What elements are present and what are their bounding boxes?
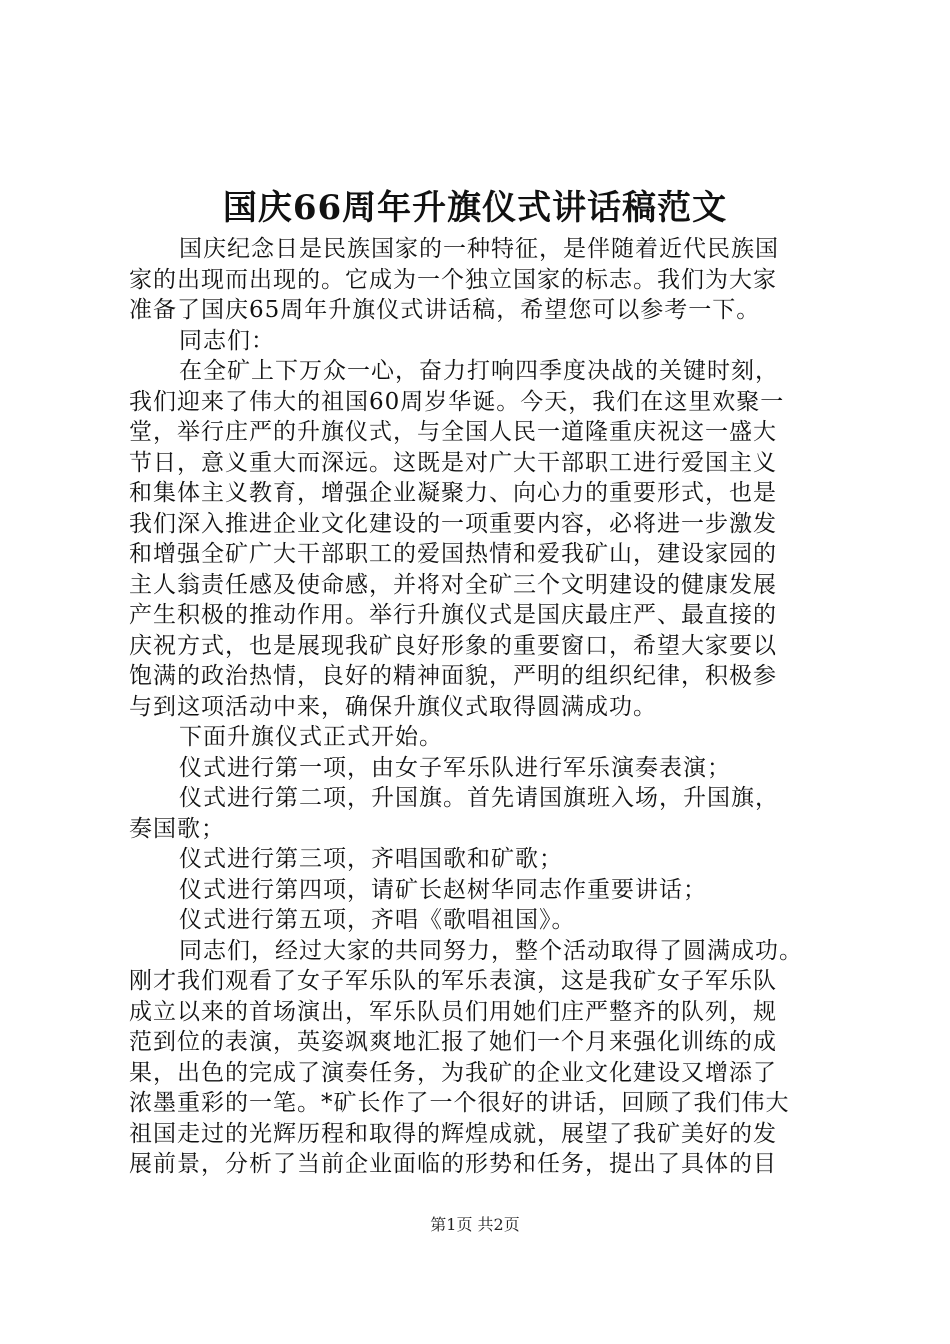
text-line: 我们深入推进企业文化建设的一项重要内容，必将进一步激发	[129, 510, 777, 537]
text-line: 国庆纪念日是民族国家的一种特征，是伴随着近代民族国	[179, 236, 779, 262]
text-line: 果，出色的完成了演奏任务，为我矿的企业文化建设又增添了	[129, 1059, 777, 1086]
text-line: 仪式进行第五项，齐唱《歌唱祖国》。	[179, 907, 576, 933]
text-line: 成立以来的首场演出，军乐队员们用她们庄严整齐的队列，规	[129, 998, 777, 1025]
text-line: 在全矿上下万众一心，奋力打响四季度决战的关键时刻，	[179, 358, 779, 384]
text-line: 准备了国庆65周年升旗仪式讲话稿，希望您可以参考一下。	[129, 297, 761, 323]
text-line: 家的出现而出现的。它成为一个独立国家的标志。我们为大家	[129, 266, 777, 293]
text-line: 仪式进行第二项，升国旗。首先请国旗班入场，升国旗，	[179, 785, 779, 811]
text-line: 奏国歌；	[129, 815, 225, 842]
document-body	[129, 234, 829, 1180]
text-line: 我们迎来了伟大的祖国60周岁华诞。今天，我们在这里欢聚一	[129, 388, 785, 415]
text-line: 主人翁责任感及使命感，并将对全矿三个文明建设的健康发展	[129, 571, 777, 598]
text-line: 庆祝方式，也是展现我矿良好形象的重要窗口，希望大家要以	[129, 632, 777, 659]
document-title: 国庆66周年升旗仪式讲话稿范文	[222, 188, 728, 228]
text-line: 饱满的政治热情，良好的精神面貌，严明的组织纪律，积极参	[129, 663, 777, 689]
text-line: 产生积极的推动作用。举行升旗仪式是国庆最庄严、最直接的	[129, 602, 777, 628]
text-line: 祖国走过的光辉历程和取得的辉煌成就，展望了我矿美好的发	[129, 1120, 777, 1147]
text-line: 仪式进行第一项，由女子军乐队进行军乐演奏表演；	[179, 754, 731, 781]
page-footer: 第1页 共2页	[430, 1215, 520, 1234]
text-line: 刚才我们观看了女子军乐队的军乐表演，这是我矿女子军乐队	[129, 968, 777, 994]
text-line: 仪式进行第四项，请矿长赵树华同志作重要讲话；	[179, 876, 707, 903]
text-line: 下面升旗仪式正式开始。	[179, 724, 443, 750]
text-line: 同志们：	[179, 327, 275, 354]
text-line: 与到这项活动中来，确保升旗仪式取得圆满成功。	[129, 693, 657, 720]
text-line: 仪式进行第三项，齐唱国歌和矿歌；	[179, 846, 563, 872]
text-line: 浓墨重彩的一笔。*矿长作了一个很好的讲话，回顾了我们伟大	[129, 1090, 790, 1116]
text-line: 和集体主义教育，增强企业凝聚力、向心力的重要形式，也是	[129, 480, 777, 506]
text-line: 节日，意义重大而深远。这既是对广大干部职工进行爱国主义	[129, 449, 777, 476]
text-line: 和增强全矿广大干部职工的爱国热情和爱我矿山，建设家园的	[129, 541, 777, 567]
text-line: 同志们，经过大家的共同努力，整个活动取得了圆满成功。	[179, 937, 803, 964]
text-line: 范到位的表演，英姿飒爽地汇报了她们一个月来强化训练的成	[129, 1029, 777, 1055]
text-line: 堂，举行庄严的升旗仪式，与全国人民一道隆重庆祝这一盛大	[129, 419, 777, 445]
text-line: 展前景，分析了当前企业面临的形势和任务，提出了具体的目	[129, 1151, 777, 1177]
